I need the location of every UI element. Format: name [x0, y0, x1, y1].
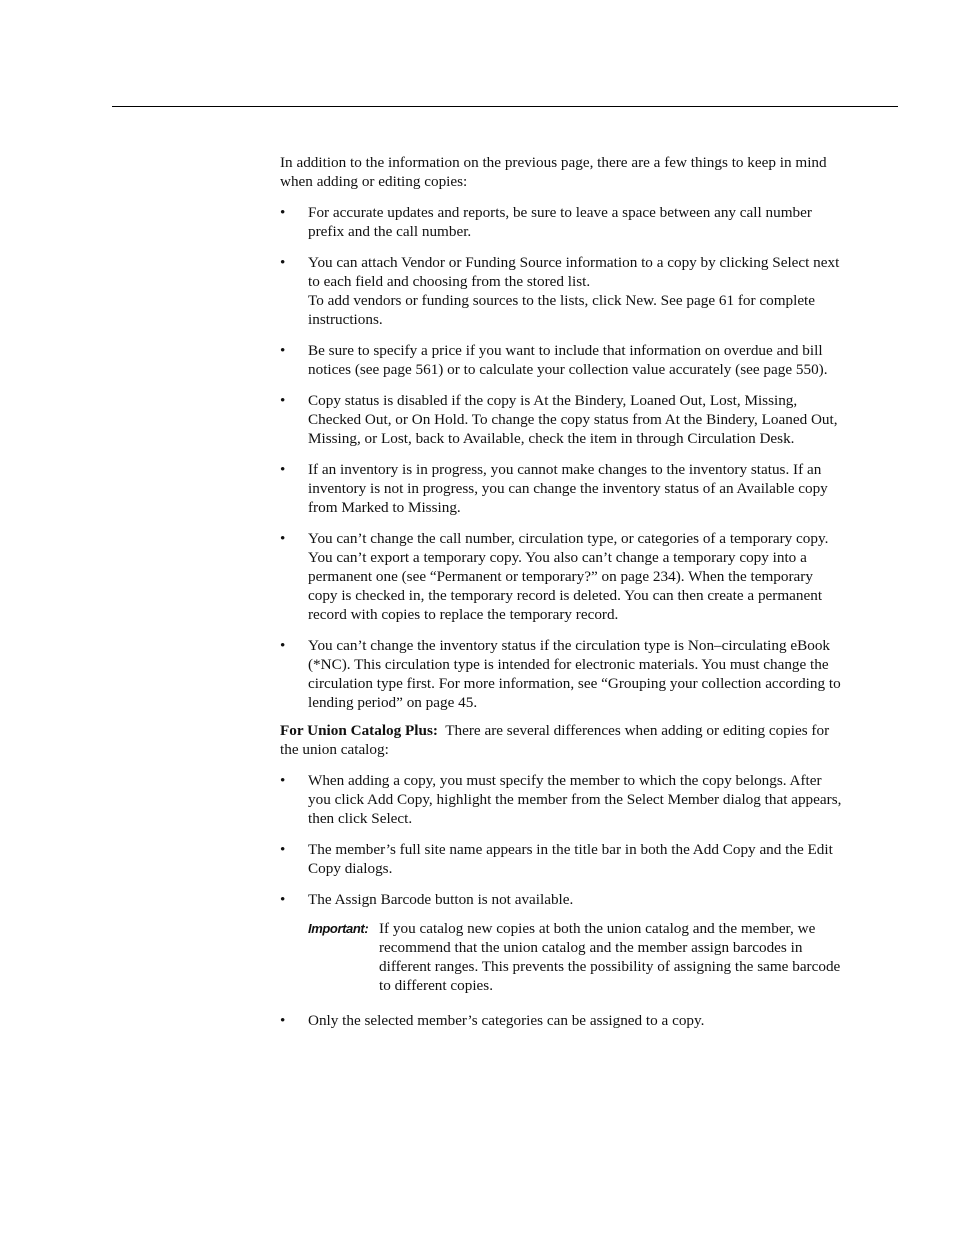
- union-catalog-text: There are several differences when adding or editing copies for the union catalog:: [280, 722, 830, 758]
- list-item-text: You can’t change the inventory status if the circulation type is Non–circulating eBook (*NC). This circulation type is intended for electronic materials. You must change the circulation type first. For more information, see “Grouping your collection according to lending period” on page 45.: [308, 637, 841, 711]
- list-item: [280, 460, 846, 517]
- page-content: [280, 153, 846, 1042]
- list-item-text: The member’s full site name appears in the title bar in both the Add Copy and the Edit Copy dialogs.: [308, 841, 833, 877]
- list-item-text: Be sure to specify a price if you want to include that information on overdue and bill notices (see page 561) or to calculate your collection value accurately (see page 550).: [308, 342, 828, 378]
- bullet-icon: •: [280, 891, 286, 908]
- bullet-icon: •: [280, 841, 286, 858]
- important-text: If you catalog new copies at both the union catalog and the member, we recommend that the union catalog and the member assign barcodes in different ranges. This prevents the possibility of assigning the same barcode to different copies.: [379, 920, 841, 994]
- list-item: [280, 771, 846, 828]
- important-note: [308, 919, 846, 995]
- list-item-text-continued: To add vendors or funding sources to the lists, click New. See page 61 for complete instructions.: [308, 292, 816, 328]
- header-rule: [112, 106, 898, 107]
- union-catalog-paragraph: [280, 721, 846, 759]
- bullet-icon: •: [280, 1012, 286, 1029]
- bullet-icon: •: [280, 637, 286, 654]
- bullet-icon: •: [280, 772, 286, 789]
- list-item-text: You can’t change the call number, circulation type, or categories of a temporary copy. You can’t export a temporary copy. You also can’t change a temporary copy into a permanent one (see “Permanent or temporary?” on page 234). When the temporary copy is checked in, the temporary record is deleted. You can then create a permanent record with copies to replace the temporary record.: [308, 530, 829, 623]
- list-item: [280, 529, 846, 624]
- list-item: [280, 840, 846, 878]
- list-item: [280, 636, 846, 712]
- list-item: [280, 203, 846, 241]
- list-item: [280, 890, 846, 909]
- list-item-text: For accurate updates and reports, be sure to leave a space between any call number prefix and the call number.: [308, 204, 812, 240]
- copy-tips-list: [280, 203, 846, 712]
- list-item-text: If an inventory is in progress, you cannot make changes to the inventory status. If an inventory is not in progress, you can change the inventory status of an Available copy from Marked to Missing.: [308, 461, 828, 516]
- bullet-icon: •: [280, 530, 286, 547]
- list-item: [280, 341, 846, 379]
- bullet-icon: •: [280, 461, 286, 478]
- list-item-text: Copy status is disabled if the copy is At the Bindery, Loaned Out, Lost, Missing, Checked Out, or On Hold. To change the copy status from At the Bindery, Loaned Out, Missing, or Lost, back to Available, check the item in through Circulation Desk.: [308, 392, 838, 447]
- union-final-list: [280, 1011, 846, 1030]
- list-item-text: When adding a copy, you must specify the member to which the copy belongs. After you click Add Copy, highlight the member from the Select Member dialog that appears, then click Select.: [308, 772, 842, 827]
- union-differences-list: [280, 771, 846, 909]
- list-item: [280, 1011, 846, 1030]
- list-item: [280, 391, 846, 448]
- list-item-text: You can attach Vendor or Funding Source information to a copy by clicking Select next to each field and choosing from the stored list.: [308, 254, 840, 290]
- list-item-text: The Assign Barcode button is not available.: [308, 891, 574, 908]
- bullet-icon: •: [280, 392, 286, 409]
- union-catalog-lead: For Union Catalog Plus:: [280, 722, 438, 739]
- important-label: Important:: [308, 921, 369, 936]
- intro-paragraph: In addition to the information on the previous page, there are a few things to keep in mind when adding or editing copies:: [280, 154, 827, 190]
- bullet-icon: •: [280, 204, 286, 221]
- bullet-icon: •: [280, 342, 286, 359]
- list-item-text: Only the selected member’s categories can be assigned to a copy.: [308, 1012, 705, 1029]
- bullet-icon: •: [280, 254, 286, 271]
- list-item: [280, 253, 846, 329]
